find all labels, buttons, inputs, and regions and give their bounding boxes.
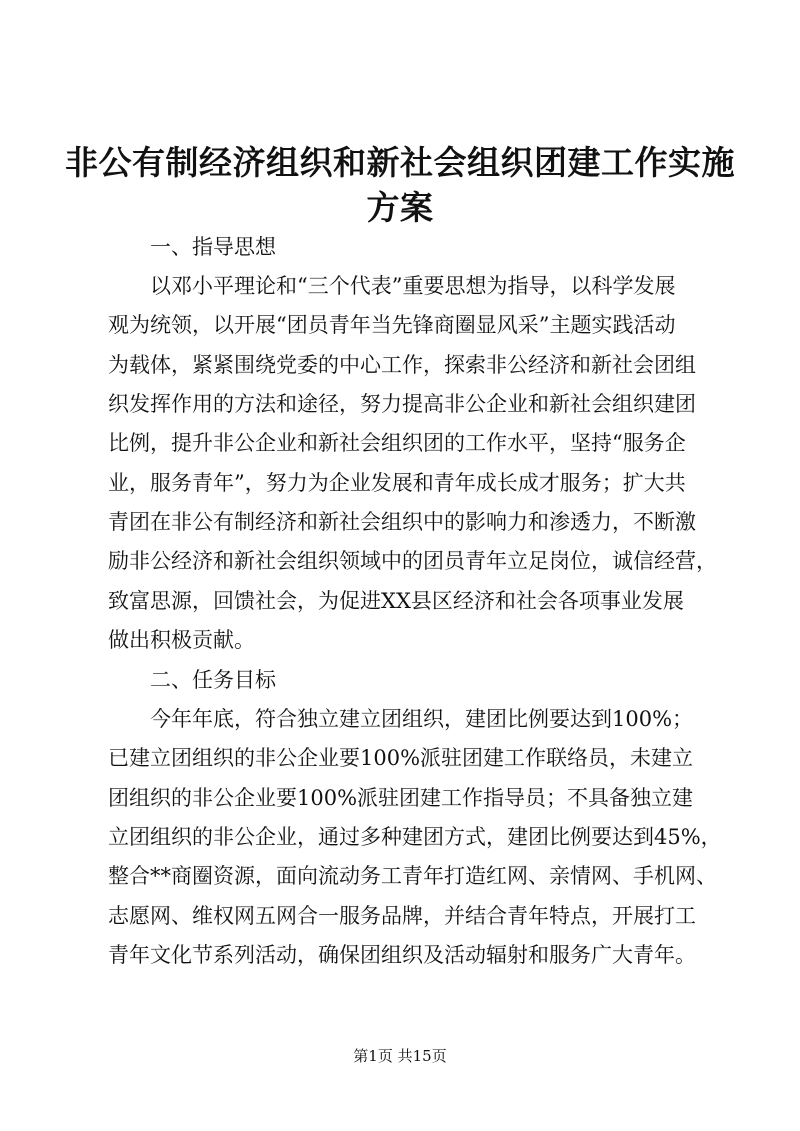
- body-line: 观为统领，以开展“团员青年当先锋商圈显风采”主题实践活动: [108, 313, 676, 337]
- page-footer: 第1页 共15页: [353, 1047, 447, 1065]
- document-title: [0, 140, 800, 230]
- body-line: 织发挥作用的方法和途径，努力提高非公企业和新社会组织建团: [108, 392, 696, 416]
- body-line: 业，服务青年”，努力为企业发展和青年成长成才服务；扩大共: [108, 471, 686, 495]
- body-line: 青团在非公有制经济和新社会组织中的影响力和渗透力，不断激: [108, 510, 696, 534]
- body-line: 整合**商圈资源，面向流动务工青年打造红网、亲情网、手机网、: [108, 864, 717, 888]
- body-line: 为载体，紧紧围绕党委的中心工作，探索非公经济和新社会团组: [108, 353, 696, 377]
- body-line: 做出积极贡献。: [108, 628, 255, 652]
- body-line: 以邓小平理论和“三个代表”重要思想为指导，以科学发展: [150, 274, 676, 298]
- body-line: 比例，提升非公企业和新社会组织团的工作水平，坚持“服务企: [108, 431, 686, 455]
- body-line: 今年年底，符合独立建立团组织，建团比例要达到100%；: [150, 707, 694, 731]
- body-line: 励非公经济和新社会组织领域中的团员青年立足岗位，诚信经营，: [108, 549, 717, 573]
- title-line-1: 非公有制经济组织和新社会组织团建工作实施: [65, 143, 735, 182]
- body-line: 致富思源，回馈社会，为促进XX县区经济和社会各项事业发展: [108, 589, 684, 613]
- body-line: 已建立团组织的非公企业要100%派驻团建工作联络员，未建立: [108, 746, 694, 770]
- section-heading-task-goals: 二、任务目标: [150, 668, 276, 692]
- body-line: 立团组织的非公企业，通过多种建团方式，建团比例要达到45%，: [108, 825, 722, 849]
- body-line: 志愿网、维权网五网合一服务品牌，并结合青年特点，开展打工: [108, 904, 696, 928]
- body-line: 团组织的非公企业要100%派驻团建工作指导员；不具备独立建: [108, 786, 694, 810]
- body-line: 青年文化节系列活动，确保团组织及活动辐射和服务广大青年。: [108, 943, 696, 967]
- title-line-2: 方案: [366, 188, 434, 227]
- section-heading-guiding-ideology: 一、指导思想: [150, 235, 276, 259]
